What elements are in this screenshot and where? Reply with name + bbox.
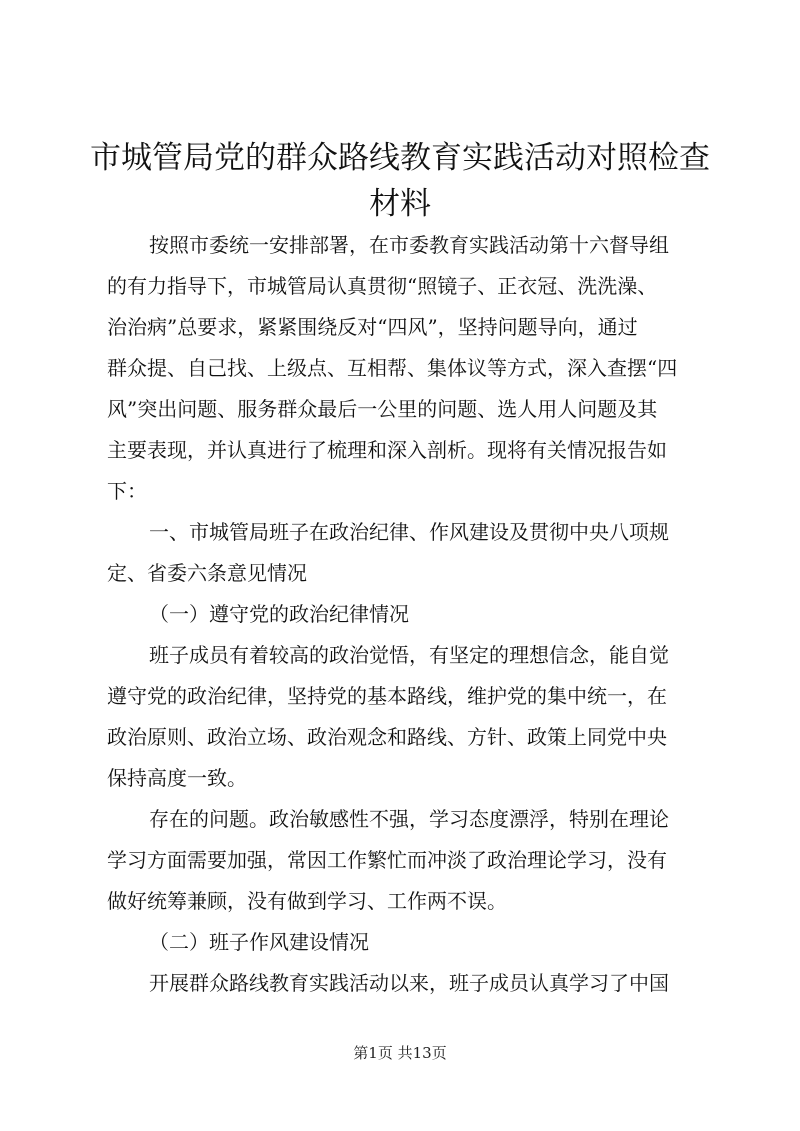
section-heading-1-line-2: 定、省委六条意见情况 [107,561,307,585]
subsection-heading-2: （二）班子作风建设情况 [149,930,369,954]
paragraph-2-line-3: 政治原则、政治立场、政治观念和路线、方针、政策上同党中央 [107,725,667,749]
paragraph-2-line-1: 班子成员有着较高的政治觉悟，有坚定的理想信念，能自觉 [149,643,669,667]
paragraph-1-line-2: 的有力指导下，市城管局认真贯彻“照镜子、正衣冠、洗洗澡、 [107,274,658,298]
paragraph-3-line-1: 存在的问题。政治敏感性不强，学习态度漂浮，特别在理论 [149,807,669,831]
page-footer: 第1页 共13页 [353,1044,447,1062]
paragraph-3-line-3: 做好统筹兼顾，没有做到学习、工作两不误。 [107,889,507,913]
paragraph-1-line-6: 主要表现，并认真进行了梳理和深入剖析。现将有关情况报告如 [107,438,667,462]
section-heading-1-line-1: 一、市城管局班子在政治纪律、作风建设及贯彻中央八项规 [149,520,669,544]
paragraph-2-line-4: 保持高度一致。 [107,766,247,790]
document-title-line-2: 材料 [369,186,431,222]
paragraph-1-line-5: 风”突出问题、服务群众最后一公里的问题、选人用人问题及其 [107,397,658,421]
paragraph-1-line-7: 下： [107,479,147,503]
paragraph-2-line-2: 遵守党的政治纪律，坚持党的基本路线，维护党的集中统一，在 [107,684,667,708]
document-title-line-1: 市城管局党的群众路线教育实践活动对照检查 [90,140,710,176]
paragraph-4-line-1: 开展群众路线教育实践活动以来，班子成员认真学习了中国 [149,971,669,995]
paragraph-3-line-2: 学习方面需要加强，常因工作繁忙而冲淡了政治理论学习，没有 [107,848,667,872]
paragraph-1-line-1: 按照市委统一安排部署，在市委教育实践活动第十六督导组 [149,233,669,257]
paragraph-1-line-4: 群众提、自己找、上级点、互相帮、集体议等方式，深入查摆“四 [107,356,678,380]
subsection-heading-1: （一）遵守党的政治纪律情况 [149,602,409,626]
paragraph-1-line-3: 治治病”总要求，紧紧围绕反对“四风”，坚持问题导向，通过 [107,315,638,339]
